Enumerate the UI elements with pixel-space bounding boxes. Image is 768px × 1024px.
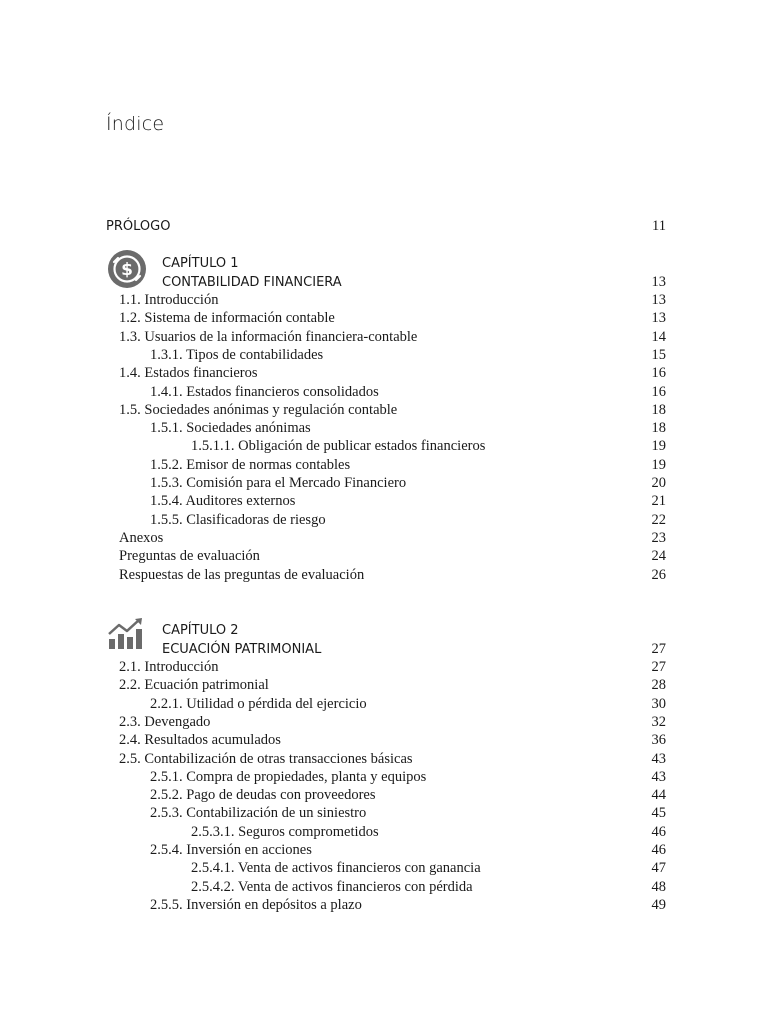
toc-entry-label: 2.5.1. Compra de propiedades, planta y equipos [150,768,427,785]
toc-entry-page: 49 [651,896,666,913]
growth-chart-icon [107,617,143,656]
toc-entry[interactable] [150,695,666,713]
toc-entry-label: 2.5.4.1. Venta de activos financieros con ganancia [191,860,481,877]
toc-entry-label: 2.1. Introducción [119,659,219,675]
toc-entry[interactable] [150,456,666,474]
toc-entry-page: 21 [651,493,666,510]
toc-entry-label: 1.2. Sistema de información contable [119,310,335,327]
toc-entry[interactable] [119,309,666,327]
chapter-2-heading: CAPÍTULO 2 [162,623,239,638]
toc-entry[interactable] [191,878,666,896]
toc-entry-label: 2.5.2. Pago de deudas con proveedores [150,787,376,804]
toc-entry[interactable] [119,529,666,547]
toc-entry-label: 2.5.4.2. Venta de activos financieros con pérdida [191,878,473,895]
toc-entry[interactable] [119,731,666,749]
toc-entry[interactable] [150,419,666,437]
toc-entry[interactable] [119,401,666,419]
toc-entry-prologue[interactable] [106,217,666,236]
toc-entry[interactable] [119,328,666,346]
toc-entry-page: 19 [651,456,666,473]
toc-entry-page: 32 [651,713,666,730]
page-title: Índice [106,113,165,135]
toc-entry-label: 2.2.1. Utilidad o pérdida del ejercicio [150,695,367,712]
toc-entry-label: 2.4. Resultados acumulados [119,732,281,749]
toc-entry-label: 1.4. Estados financieros [119,365,258,382]
toc-entry-page: 13 [651,310,666,327]
toc-entry-page: 24 [651,548,666,565]
toc-entry-label: 1.5.2. Emisor de normas contables [150,456,351,473]
toc-entry-label: 1.5. Sociedades anónimas y regulación contable [119,401,398,418]
toc-entry-label: 1.1. Introducción [119,292,219,308]
toc-entry-page: 23 [651,529,666,546]
toc-entry-label: 2.5.3.1. Seguros comprometidos [191,823,379,840]
toc-entry-label: 1.5.4. Auditores externos [150,493,296,510]
toc-entry-page: 43 [651,768,666,785]
toc-entry-label: 2.5.5. Inversión en depósitos a plazo [150,896,362,913]
toc-entry-label: 1.5.1. Sociedades anónimas [150,420,311,437]
toc-entry[interactable] [119,676,666,694]
toc-entry-page: 22 [651,511,666,528]
toc-entry-label: 1.3. Usuarios de la información financiera-contable [119,328,418,345]
toc-entry[interactable] [119,547,666,565]
toc-entry[interactable] [119,750,666,768]
toc-entry[interactable] [150,511,666,529]
chapter-2-title: ECUACIÓN PATRIMONIAL [162,642,322,657]
toc-entry-label: Anexos [119,529,164,546]
toc-entry[interactable] [150,474,666,492]
toc-entry-page: 18 [651,420,666,437]
toc-entry-label: 2.5.4. Inversión en acciones [150,842,312,858]
toc-entry-label: 2.2. Ecuación patrimonial [119,677,269,694]
chapter-1-heading: CAPÍTULO 1 [162,256,239,271]
toc-entry-page: 16 [651,365,666,382]
toc-entry-label: 2.5. Contabilización de otras transacciones básicas [119,750,413,767]
toc-entry[interactable] [150,383,666,401]
toc-entry[interactable] [150,346,666,364]
toc-entry-label: 2.5.3. Contabilización de un siniestro [150,805,367,822]
toc-entry[interactable] [150,896,666,914]
toc-entry-label: 1.5.5. Clasificadoras de riesgo [150,511,326,528]
toc-entry-label: 2.3. Devengado [119,713,211,730]
toc-entry-page: 44 [651,787,666,804]
toc-entry[interactable] [119,364,666,382]
toc-entry[interactable] [150,804,666,822]
toc-entry[interactable] [191,823,666,841]
toc-entry-label: 1.5.3. Comisión para el Mercado Financiero [150,475,407,491]
toc-entry-label: 1.4.1. Estados financieros consolidados [150,383,379,400]
toc-entry[interactable] [150,768,666,786]
toc-entry-page: 19 [651,438,666,455]
toc-entry-label: 1.5.1.1. Obligación de publicar estados financieros [191,438,486,455]
svg-text:$: $ [121,260,133,280]
chapter-2-title-row[interactable] [162,640,666,659]
chapter-1-title-row[interactable] [162,273,666,292]
toc-entry-label: 1.3.1. Tipos de contabilidades [150,346,324,363]
toc-entry-label: PRÓLOGO [106,219,171,234]
toc-entry-page: 47 [651,860,666,877]
toc-entry-page: 28 [651,677,666,694]
toc-entry-page: 36 [651,732,666,749]
toc-entry[interactable] [191,437,666,455]
toc-entry-page: 46 [651,842,666,858]
toc-entry-label: Preguntas de evaluación [119,548,260,565]
toc-entry-page: 48 [651,878,666,895]
toc-entry-page: 18 [651,401,666,418]
chapter-2-page: 27 [651,641,666,657]
toc-entry-page: 16 [651,383,666,400]
chapter-1-page: 13 [651,274,666,290]
dollar-coin-icon [107,249,147,294]
toc-entry-page: 14 [651,328,666,345]
toc-entry-page: 43 [651,750,666,767]
toc-entry[interactable] [150,492,666,510]
chapter-1-title: CONTABILIDAD FINANCIERA [162,275,342,290]
toc-entry[interactable] [119,713,666,731]
toc-entry-page: 20 [651,475,666,491]
toc-entry-page: 11 [652,218,666,234]
toc-entry-page: 30 [651,695,666,712]
toc-entry[interactable] [150,786,666,804]
toc-entry-page: 15 [651,346,666,363]
toc-entry-label: Respuestas de las preguntas de evaluación [119,566,365,583]
toc-entry[interactable] [150,841,666,859]
toc-entry[interactable] [119,658,666,676]
toc-entry-page: 46 [651,823,666,840]
toc-entry-page: 45 [651,805,666,822]
toc-entry[interactable] [191,859,666,877]
toc-entry[interactable] [119,566,666,584]
toc-entry[interactable] [119,291,666,309]
toc-entry-page: 27 [651,659,666,675]
toc-entry-page: 13 [651,292,666,308]
toc-entry-page: 26 [651,566,666,583]
